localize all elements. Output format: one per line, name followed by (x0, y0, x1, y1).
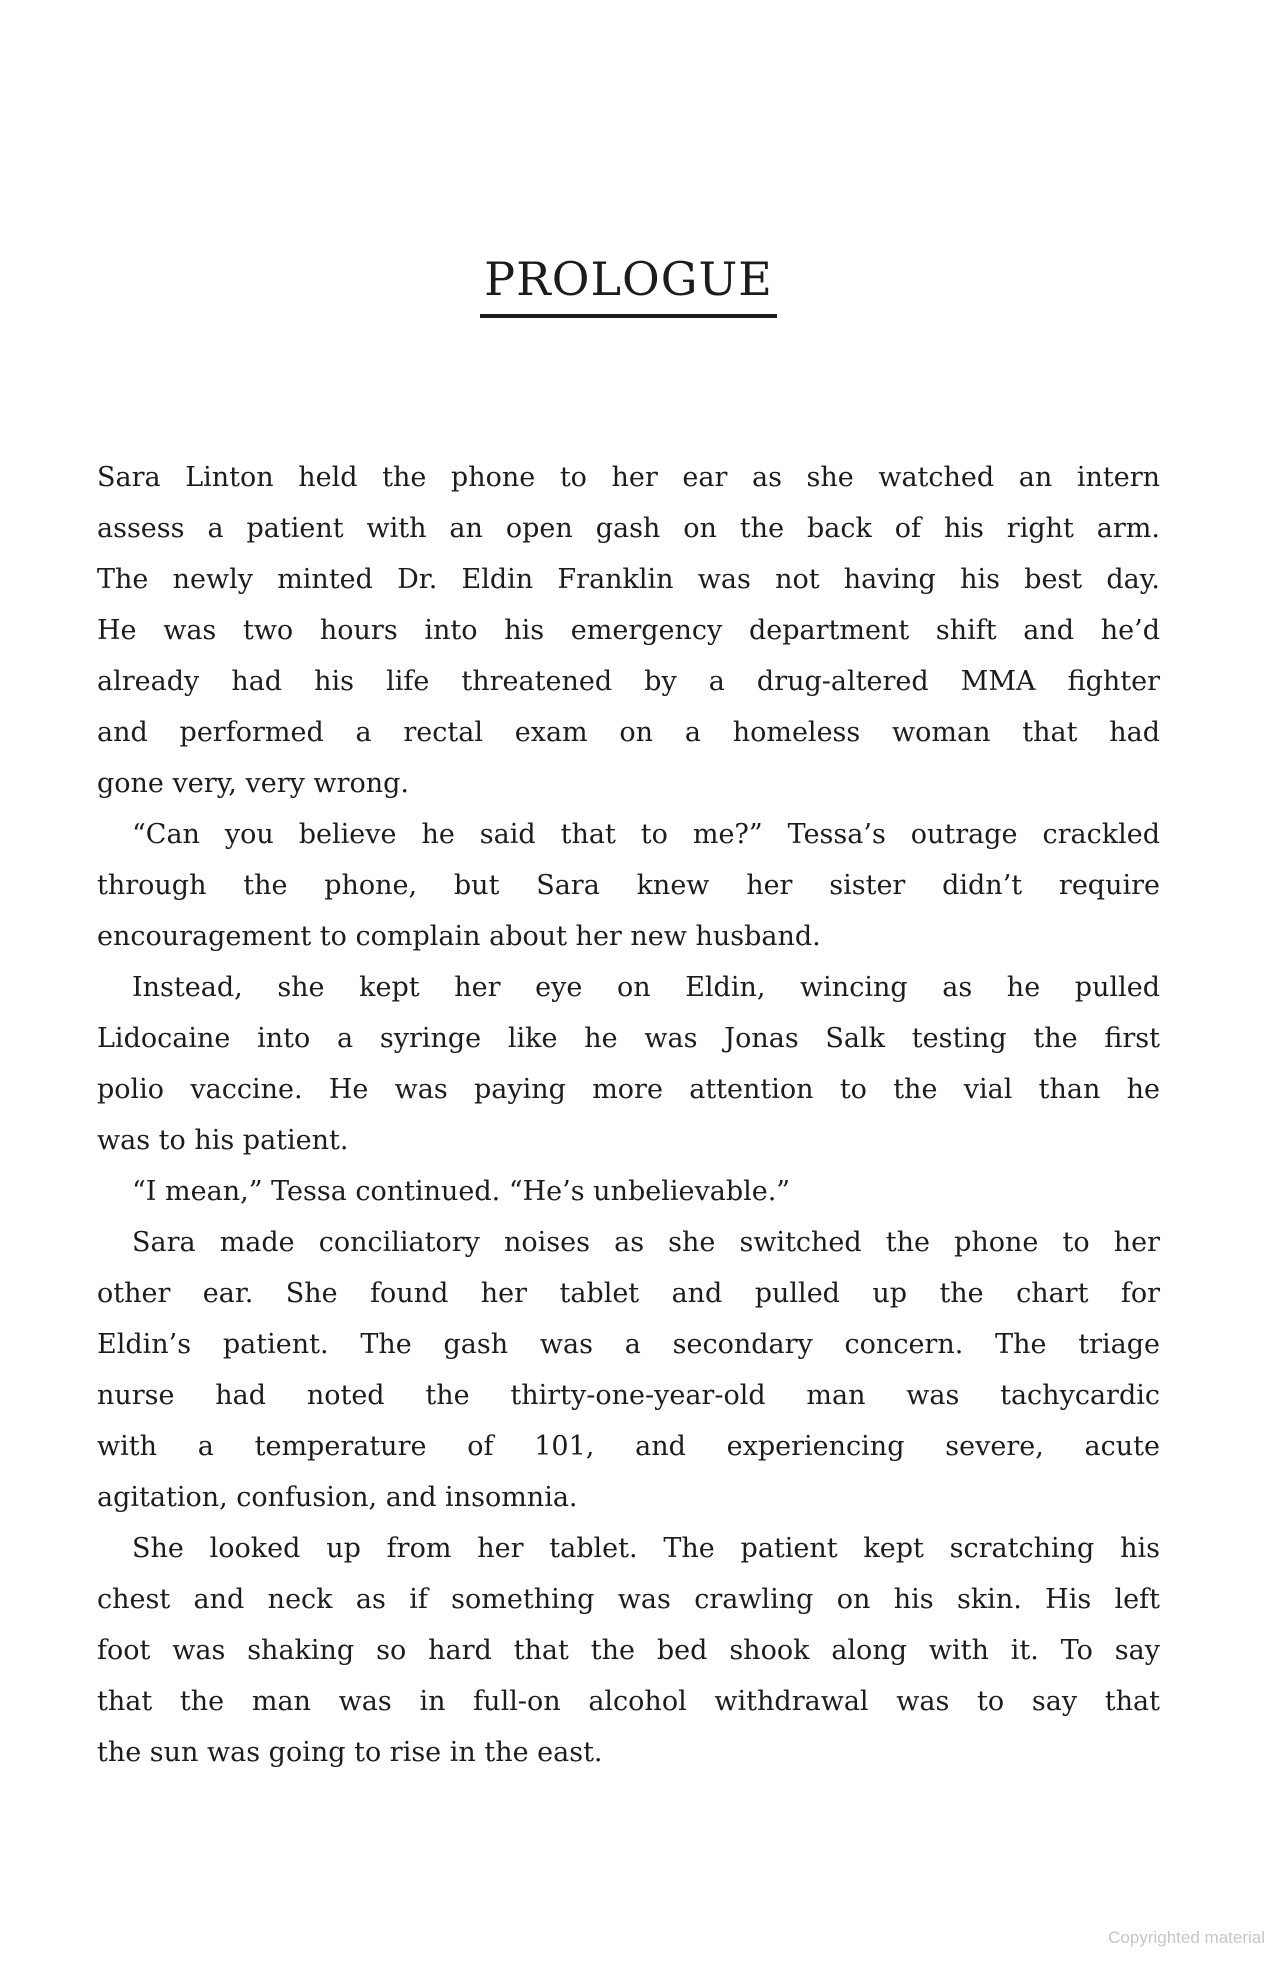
paragraph (97, 809, 1160, 962)
paragraph (97, 452, 1160, 809)
text-line: Lidocaine into a syringe like he was Jonas Salk testing the first (97, 1023, 1160, 1054)
text-line: foot was shaking so hard that the bed shook along with it. To say (97, 1635, 1160, 1666)
text-line: nurse had noted the thirty-one-year-old man was tachycardic (97, 1380, 1160, 1411)
text-line: chest and neck as if something was crawling on his skin. His left (97, 1584, 1160, 1615)
text-line: She looked up from her tablet. The patient kept scratching his (132, 1533, 1160, 1564)
text-line: agitation, confusion, and insomnia. (97, 1482, 578, 1513)
text-line: was to his patient. (97, 1125, 349, 1156)
text-line: encouragement to complain about her new husband. (97, 921, 821, 952)
paragraph (97, 962, 1160, 1166)
text-line: that the man was in full-on alcohol withdrawal was to say that (97, 1686, 1160, 1717)
text-line: the sun was going to rise in the east. (97, 1737, 603, 1768)
chapter-body (97, 452, 1160, 1778)
paragraph (97, 1217, 1160, 1523)
text-line: and performed a rectal exam on a homeless woman that had (97, 717, 1160, 748)
text-line: through the phone, but Sara knew her sister didn’t require (97, 870, 1160, 901)
text-line: Sara Linton held the phone to her ear as she watched an intern (97, 462, 1160, 493)
text-line: polio vaccine. He was paying more attention to the vial than he (97, 1074, 1160, 1105)
text-line: Eldin’s patient. The gash was a secondary concern. The triage (97, 1329, 1160, 1360)
text-line: already had his life threatened by a drug-altered MMA fighter (97, 666, 1160, 697)
text-line: with a temperature of 101, and experiencing severe, acute (97, 1431, 1160, 1462)
text-line: He was two hours into his emergency department shift and he’d (97, 615, 1160, 646)
chapter-title: PROLOGUE (480, 254, 777, 318)
text-line: other ear. She found her tablet and pulled up the chart for (97, 1278, 1160, 1309)
text-line: Instead, she kept her eye on Eldin, wincing as he pulled (132, 972, 1160, 1003)
paragraph (97, 1166, 1160, 1217)
text-line: Sara made conciliatory noises as she switched the phone to her (132, 1227, 1160, 1258)
paragraph (97, 1523, 1160, 1778)
chapter-heading (97, 254, 1160, 318)
text-line: “I mean,” Tessa continued. “He’s unbelievable.” (132, 1176, 791, 1207)
text-line: gone very, very wrong. (97, 768, 409, 799)
text-line: assess a patient with an open gash on the back of his right arm. (97, 513, 1160, 544)
text-line: The newly minted Dr. Eldin Franklin was not having his best day. (97, 564, 1160, 595)
copyright-notice: Copyrighted material (1108, 1928, 1265, 1947)
text-line: “Can you believe he said that to me?” Tessa’s outrage crackled (132, 819, 1160, 850)
